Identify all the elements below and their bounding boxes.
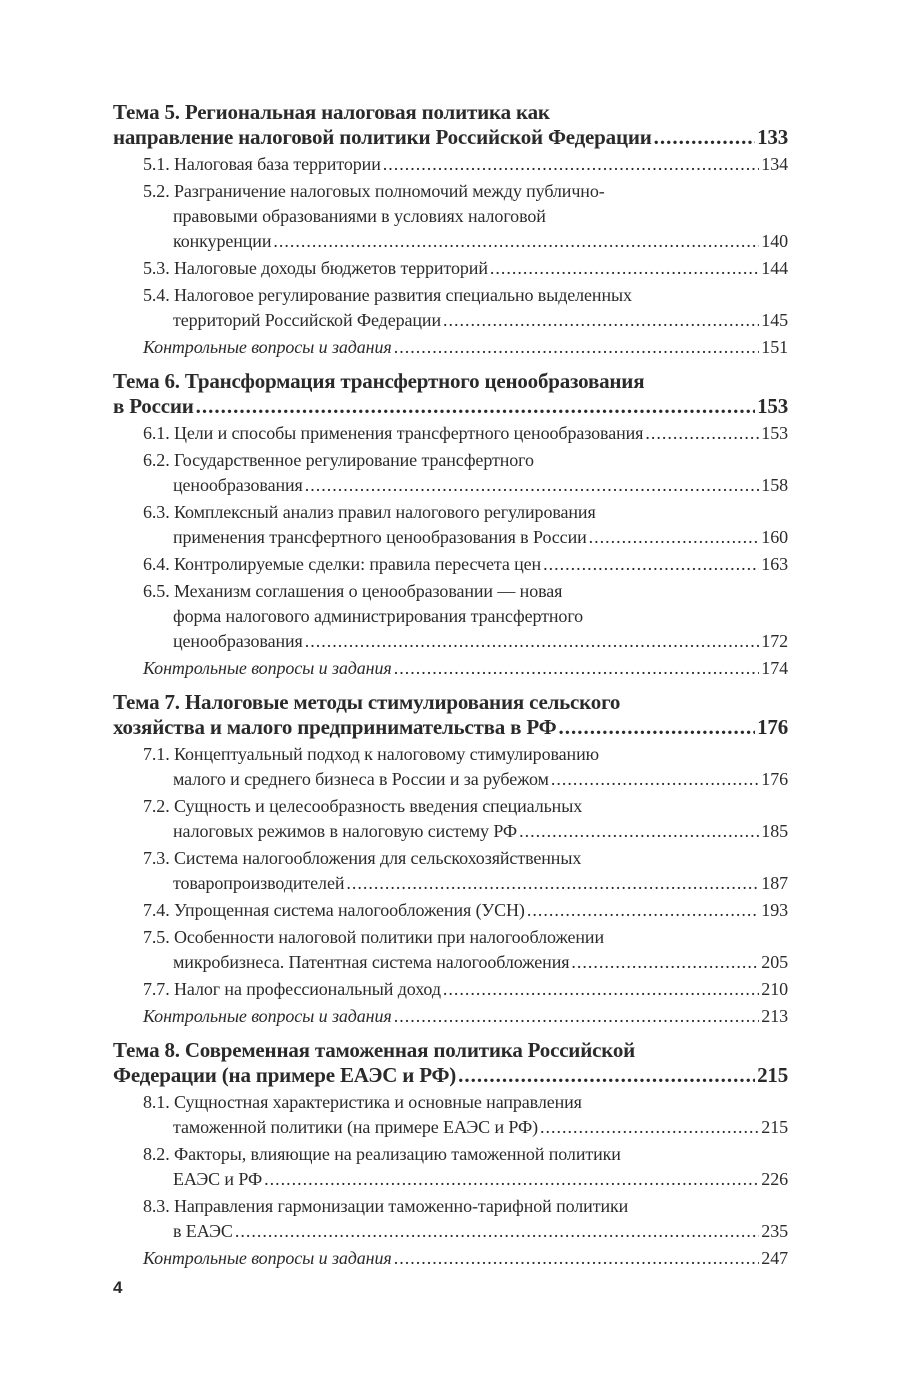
entry-text: ценообразования: [173, 475, 303, 495]
page-ref: 151: [761, 337, 788, 357]
dot-leader: [305, 629, 760, 654]
entry-line: 7.2. Сущность и целесообразность введения специальных: [143, 796, 583, 816]
page-ref: 205: [761, 952, 788, 972]
page-ref: 247: [761, 1248, 788, 1268]
toc-questions-entry: [143, 1246, 788, 1271]
entry-text: применения трансфертного ценообразования в России: [173, 527, 587, 547]
page-ref: 144: [761, 258, 788, 278]
toc-entry: [143, 448, 788, 498]
page-ref: 153: [761, 423, 788, 443]
topic-heading-line: [113, 1063, 788, 1088]
entry-line: [143, 950, 788, 975]
entry-text: 5.3. Налоговые доходы бюджетов территорий: [143, 258, 488, 278]
entry-text: в ЕАЭС: [173, 1221, 233, 1241]
entry-line: форма налогового администрирования трансфертного: [173, 606, 584, 626]
entry-text: направление налоговой политики Российской Федерации: [113, 125, 652, 149]
dot-leader: [558, 715, 755, 740]
dot-leader: [551, 767, 759, 792]
page-ref: 153: [757, 394, 788, 418]
dot-leader: [443, 977, 759, 1002]
page-ref: 163: [761, 554, 788, 574]
page-ref: 215: [761, 1117, 788, 1137]
toc-entry: [143, 283, 788, 333]
entry-text: ЕАЭС и РФ: [173, 1169, 263, 1189]
entry-text: хозяйства и малого предпринимательства в РФ: [113, 715, 557, 739]
toc-entry: [143, 579, 788, 654]
entry-line: [143, 1246, 788, 1271]
page-ref: 226: [761, 1169, 788, 1189]
dot-leader: [540, 1115, 759, 1140]
dot-leader: [443, 308, 759, 333]
entry-text: Контрольные вопросы и задания: [143, 658, 392, 678]
toc-entry: [143, 846, 788, 896]
dot-leader: [527, 898, 759, 923]
entry-text: Контрольные вопросы и задания: [143, 1248, 392, 1268]
entry-line: [143, 1219, 788, 1244]
entry-line: [143, 1115, 788, 1140]
entry-line: [143, 473, 788, 498]
dot-leader: [519, 819, 759, 844]
entry-text: малого и среднего бизнеса в России и за рубежом: [173, 769, 549, 789]
page-ref: 176: [761, 769, 788, 789]
page-ref: 185: [761, 821, 788, 841]
page-ref: 210: [761, 979, 788, 999]
dot-leader: [235, 1219, 759, 1244]
page-ref: 158: [761, 475, 788, 495]
page-ref: 172: [761, 631, 788, 651]
dot-leader: [196, 394, 755, 419]
entry-line: правовыми образованиями в условиях налоговой: [173, 206, 546, 226]
page-ref: 235: [761, 1221, 788, 1241]
toc-entry: [143, 179, 788, 254]
dot-leader: [394, 1004, 760, 1029]
toc-entry: [143, 794, 788, 844]
entry-text: 6.1. Цели и способы применения трансфертного ценообразования: [143, 423, 644, 443]
entry-line: [143, 525, 788, 550]
page-ref: 176: [757, 715, 788, 739]
entry-line: [143, 256, 788, 281]
toc-questions-entry: [143, 335, 788, 360]
entry-line: [143, 152, 788, 177]
page-ref: 140: [761, 231, 788, 251]
entry-text: ценообразования: [173, 631, 303, 651]
toc-entry: [143, 898, 788, 923]
page-ref: 133: [757, 125, 788, 149]
page-ref: 160: [761, 527, 788, 547]
entry-line: [143, 335, 788, 360]
entry-line: [143, 819, 788, 844]
entry-text: Федерации (на примере ЕАЭС и РФ): [113, 1063, 457, 1087]
toc-topic: [113, 690, 788, 1029]
entry-line: [143, 898, 788, 923]
dot-leader: [654, 125, 755, 150]
topic-heading-line: Тема 7. Налоговые методы стимулирования сельского: [113, 690, 621, 714]
entry-line: [143, 977, 788, 1002]
entry-text: товаропроизводителей: [173, 873, 345, 893]
dot-leader: [394, 335, 760, 360]
entry-text: таможенной политики (на примере ЕАЭС и РФ): [173, 1117, 539, 1137]
toc-entry: [143, 925, 788, 975]
dot-leader: [394, 656, 760, 681]
toc-entry: [143, 256, 788, 281]
dot-leader: [543, 552, 759, 577]
entry-text: территорий Российской Федерации: [173, 310, 441, 330]
dot-leader: [490, 256, 759, 281]
page-ref: 193: [761, 900, 788, 920]
page-ref: 213: [761, 1006, 788, 1026]
dot-leader: [264, 1167, 759, 1192]
dot-leader: [571, 950, 759, 975]
entry-text: налоговых режимов в налоговую систему РФ: [173, 821, 518, 841]
toc-entry: [143, 1194, 788, 1244]
page-ref: 187: [761, 873, 788, 893]
page-ref: 145: [761, 310, 788, 330]
entry-text: в России: [113, 394, 194, 418]
entry-line: 7.5. Особенности налоговой политики при налогообложении: [143, 927, 604, 947]
entry-text: Контрольные вопросы и задания: [143, 1006, 392, 1026]
topic-heading-line: Тема 8. Современная таможенная политика Российской: [113, 1038, 636, 1062]
entry-line: 7.3. Система налогообложения для сельскохозяйственных: [143, 848, 582, 868]
toc-topic: [113, 1038, 788, 1271]
entry-text: 5.1. Налоговая база территории: [143, 154, 381, 174]
topic-heading-line: Тема 6. Трансформация трансфертного ценообразования: [113, 369, 645, 393]
dot-leader: [394, 1246, 760, 1271]
entry-line: 5.2. Разграничение налоговых полномочий между публично-: [143, 181, 605, 201]
dot-leader: [589, 525, 760, 550]
toc-entry: [143, 500, 788, 550]
dot-leader: [273, 229, 759, 254]
toc-questions-entry: [143, 656, 788, 681]
entry-line: [143, 629, 788, 654]
entry-line: [143, 421, 788, 446]
toc-entry: [143, 1090, 788, 1140]
toc-questions-entry: [143, 1004, 788, 1029]
topic-heading-line: [113, 715, 788, 740]
entry-line: 8.2. Факторы, влияющие на реализацию таможенной политики: [143, 1144, 621, 1164]
topic-heading-line: [113, 394, 788, 419]
entry-line: [143, 229, 788, 254]
toc-entry: [143, 152, 788, 177]
entry-line: [143, 656, 788, 681]
entry-line: [143, 308, 788, 333]
toc-entry: [143, 552, 788, 577]
toc-entry: [143, 421, 788, 446]
entry-line: 8.3. Направления гармонизации таможенно-тарифной политики: [143, 1196, 629, 1216]
entry-text: 7.4. Упрощенная система налогообложения (УСН): [143, 900, 525, 920]
entry-line: 7.1. Концептуальный подход к налоговому стимулированию: [143, 744, 599, 764]
toc-entry: [143, 742, 788, 792]
toc-entry: [143, 1142, 788, 1192]
dot-leader: [305, 473, 760, 498]
entry-line: [143, 1004, 788, 1029]
entry-line: 6.3. Комплексный анализ правил налогового регулирования: [143, 502, 596, 522]
entry-text: микробизнеса. Патентная система налогообложения: [173, 952, 570, 972]
dot-leader: [645, 421, 759, 446]
entry-line: [143, 767, 788, 792]
page-number: 4: [113, 1278, 123, 1297]
toc-topic: [113, 100, 788, 360]
entry-line: 8.1. Сущностная характеристика и основные направления: [143, 1092, 582, 1112]
dot-leader: [383, 152, 760, 177]
page-ref: 174: [761, 658, 788, 678]
entry-line: 6.5. Механизм соглашения о ценообразовании — новая: [143, 581, 563, 601]
topic-heading-line: [113, 125, 788, 150]
table-of-contents: [113, 100, 788, 1280]
toc-entry: [143, 977, 788, 1002]
dot-leader: [458, 1063, 755, 1088]
topic-heading-line: Тема 5. Региональная налоговая политика как: [113, 100, 550, 124]
toc-topic: [113, 369, 788, 681]
entry-line: 6.2. Государственное регулирование трансфертного: [143, 450, 534, 470]
entry-line: [143, 1167, 788, 1192]
entry-text: конкуренции: [173, 231, 272, 251]
entry-line: [143, 871, 788, 896]
page-ref: 215: [757, 1063, 788, 1087]
entry-line: 5.4. Налоговое регулирование развития специально выделенных: [143, 285, 632, 305]
dot-leader: [346, 871, 759, 896]
entry-text: 7.7. Налог на профессиональный доход: [143, 979, 441, 999]
page-ref: 134: [761, 154, 788, 174]
entry-text: 6.4. Контролируемые сделки: правила пересчета цен: [143, 554, 542, 574]
entry-text: Контрольные вопросы и задания: [143, 337, 392, 357]
entry-line: [143, 552, 788, 577]
